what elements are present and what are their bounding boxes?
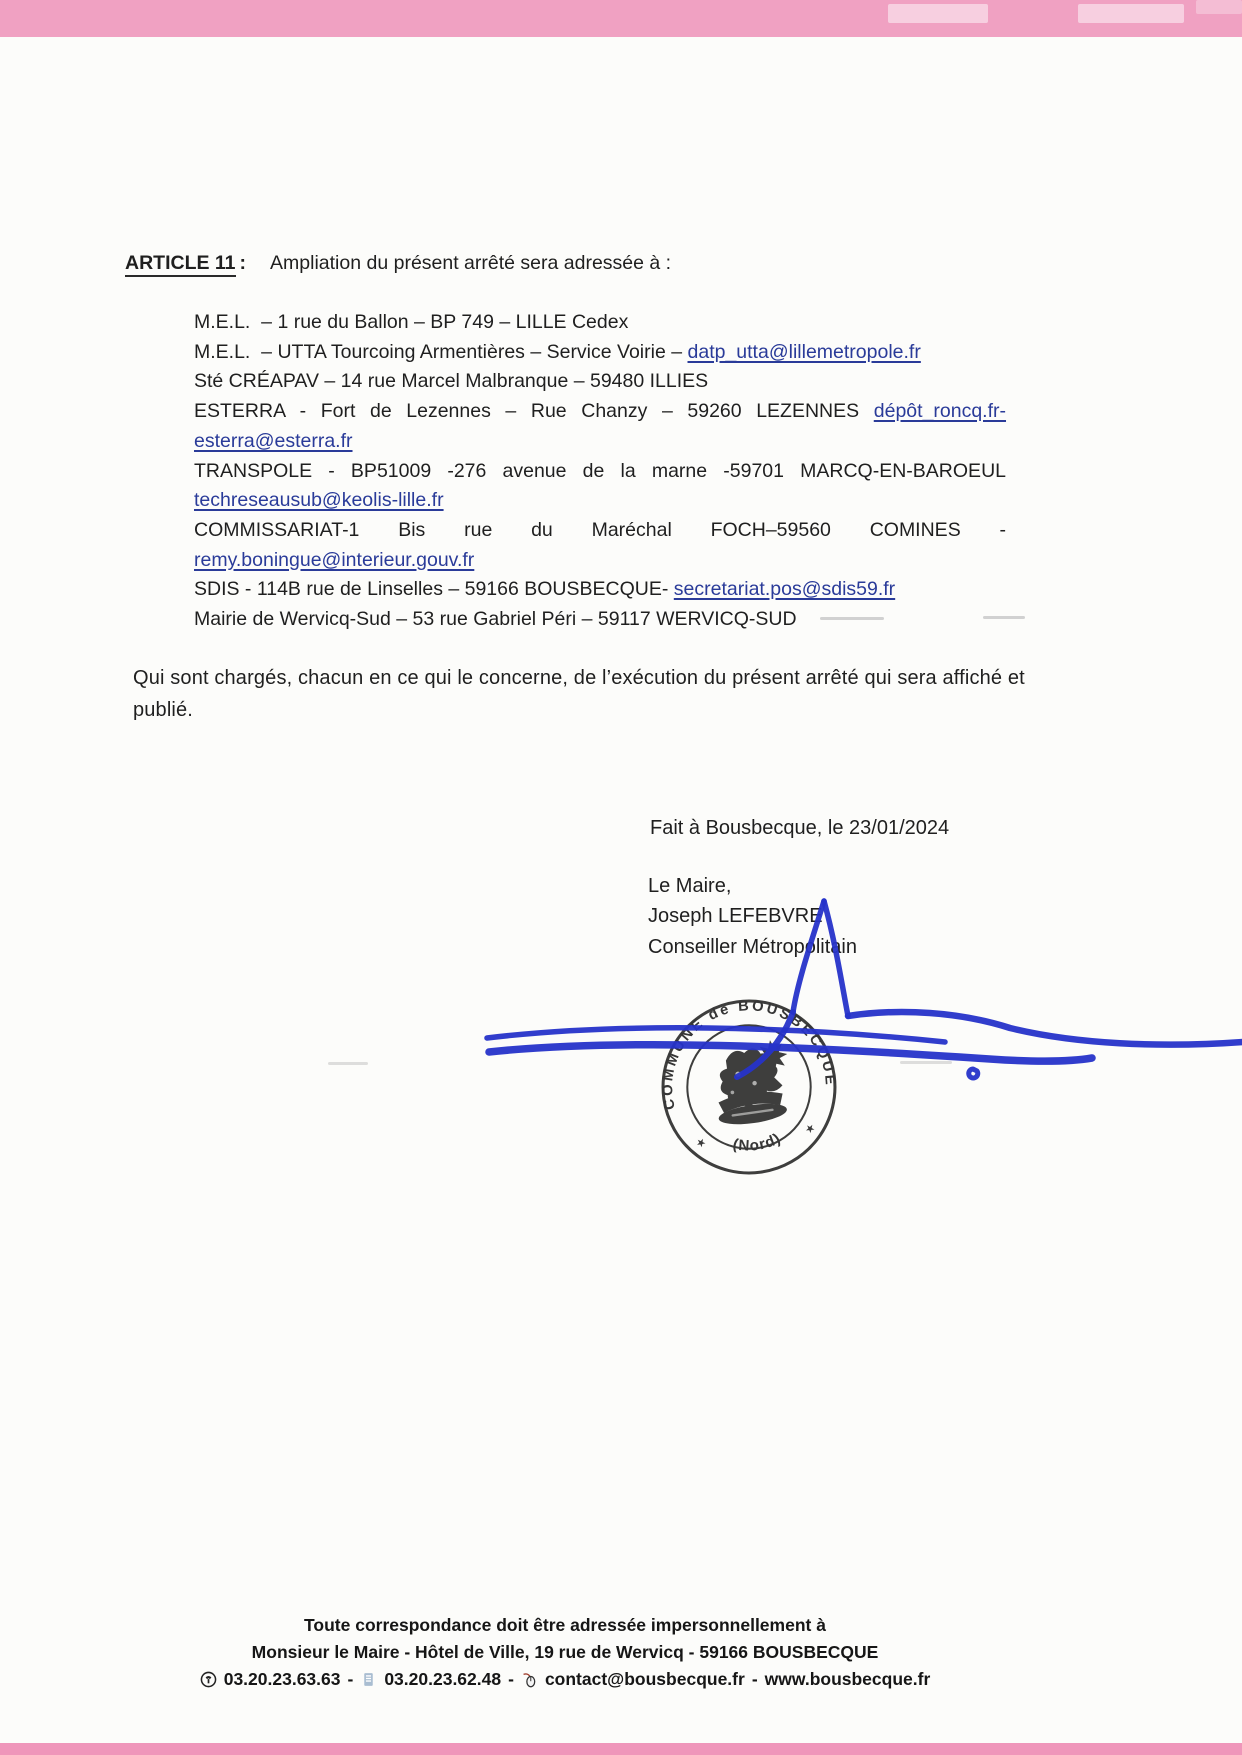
footer-separator: -	[751, 1669, 758, 1689]
email-link[interactable]: techreseausub@keolis-lille.fr	[194, 489, 444, 512]
article-heading	[125, 252, 671, 275]
fax-icon	[360, 1671, 377, 1688]
recipient-text: M.E.L. – UTTA Tourcoing Armentières – Service Voirie –	[194, 340, 688, 363]
recipient-text: ESTERRA - Fort de Lezennes – Rue Chanzy – 59260 LEZENNES	[194, 400, 860, 423]
scan-artifact	[1196, 0, 1242, 14]
scan-artifact	[888, 4, 988, 23]
recipient-line	[194, 486, 1006, 516]
email-link[interactable]: datp_utta@lillemetropole.fr	[687, 340, 921, 363]
phone-icon	[200, 1671, 217, 1688]
recipient-line	[194, 367, 1006, 397]
scan-artifact	[328, 1062, 368, 1065]
scan-artifact	[900, 1061, 952, 1064]
signature-title: Le Maire,	[648, 875, 732, 897]
stamp-bottom-text: (Nord)	[731, 1129, 784, 1155]
article-number: ARTICLE 11	[125, 252, 236, 277]
article-text: Ampliation du présent arrêté sera adressée à :	[270, 252, 672, 274]
scan-artifact-top-band	[0, 0, 1242, 37]
recipient-line	[194, 427, 1006, 457]
stamp-star-left: ★	[693, 1135, 710, 1151]
fax-number: 03.20.23.62.48	[384, 1669, 502, 1689]
footer-line2: Monsieur le Maire - Hôtel de Ville, 19 rue de Wervicq - 59166 BOUSBECQUE	[251, 1642, 879, 1662]
footer	[150, 1612, 980, 1693]
mouse-icon	[521, 1671, 538, 1688]
recipient-line	[194, 457, 1006, 487]
signer-role: Conseiller Métropolitain	[648, 935, 857, 958]
recipient-line	[194, 605, 1006, 635]
recipient-line	[194, 575, 1006, 605]
scan-artifact	[1078, 4, 1184, 23]
handwritten-signature	[470, 790, 1242, 1110]
recipient-text: SDIS - 114B rue de Linselles – 59166 BOUSBECQUE-	[194, 578, 674, 601]
footer-email: contact@bousbecque.fr	[544, 1669, 745, 1689]
closing-line: Qui sont chargés, chacun en ce qui le concerne, de l’exécution du présent arrêté qui sera affiché et	[133, 667, 1025, 689]
closing-paragraph	[133, 663, 1163, 726]
recipient-text: COMMISSARIAT-1 Bis rue du Maréchal FOCH–59560 COMINES -	[194, 518, 1006, 541]
recipient-text: Mairie de Wervicq-Sud – 53 rue Gabriel Péri – 59117 WERVICQ-SUD	[194, 608, 797, 631]
recipient-line	[194, 338, 1006, 368]
recipient-text: TRANSPOLE - BP51009 -276 avenue de la marne -59701 MARCQ-EN-BAROEUL	[194, 459, 1006, 482]
svg-text:(Nord)	[729, 1129, 785, 1157]
email-link[interactable]: dépôt_roncq.fr-	[873, 400, 1007, 423]
scan-artifact	[820, 617, 884, 620]
recipient-line	[194, 308, 1006, 338]
stamp-ring-text: COMMUNE de BOUSBECQUE	[660, 998, 839, 1112]
footer-separator: -	[508, 1669, 514, 1689]
email-link[interactable]: secretariat.pos@sdis59.fr	[673, 578, 896, 601]
footer-website: www.bousbecque.fr	[764, 1669, 931, 1689]
recipient-text: M.E.L. – 1 rue du Ballon – BP 749 – LILLE Cedex	[194, 311, 629, 333]
footer-separator: -	[347, 1669, 354, 1689]
scan-artifact-bottom-band	[0, 1743, 1242, 1755]
closing-line: publié.	[133, 698, 193, 721]
recipient-text: Sté CRÉAPAV – 14 rue Marcel Malbranque – 59480 ILLIES	[194, 370, 709, 393]
recipient-line	[194, 546, 1006, 576]
phone-number: 03.20.23.63.63	[223, 1669, 341, 1689]
footer-line1: Toute correspondance doit être adressée impersonnellement à	[304, 1615, 826, 1635]
footer-contact-line	[150, 1666, 980, 1693]
email-link[interactable]: esterra@esterra.fr	[194, 429, 353, 452]
article-separator: :	[239, 252, 247, 274]
email-link[interactable]: remy.boningue@interieur.gouv.fr	[194, 548, 475, 571]
recipients-list	[194, 308, 1006, 635]
signer-name: Joseph LEFEBVRE	[648, 905, 823, 928]
recipient-line	[194, 516, 1006, 546]
stamp-star-right: ★	[802, 1121, 818, 1137]
scan-artifact	[983, 616, 1025, 619]
date-line: Fait à Bousbecque, le 23/01/2024	[650, 817, 950, 839]
recipient-line	[194, 397, 1006, 427]
